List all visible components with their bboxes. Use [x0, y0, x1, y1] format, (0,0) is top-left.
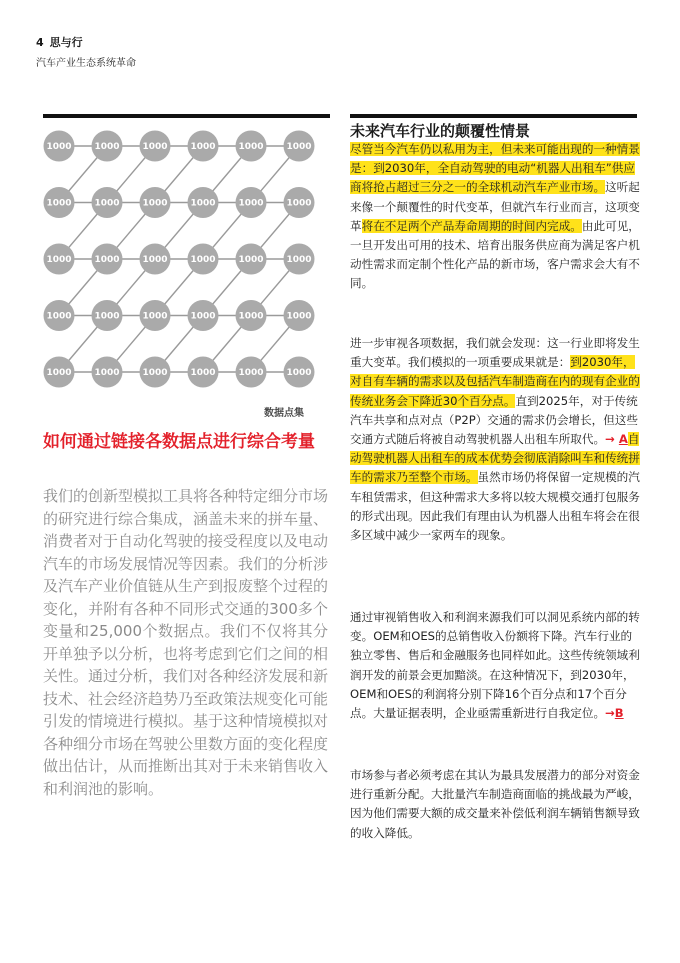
- data-point-label: 1000: [190, 311, 216, 322]
- data-point-label: 1000: [142, 311, 168, 322]
- data-point-label: 1000: [238, 142, 264, 152]
- left-section-title: 如何通过链接各数据点进行综合考量: [43, 432, 315, 452]
- data-point-network-figure: [36, 124, 321, 394]
- data-point-label: 1000: [238, 255, 264, 265]
- publication-name: 思与行: [49, 36, 83, 49]
- left-section-body: 我们的创新型模拟工具将各种特定细分市场的研究进行综合集成，涵盖未来的拼车量、消费者对于自动化驾驶的接受程度以及电动汽车的市场发展情况等因素。我们的分析涉及汽车产业价值链从生产到报废整个过程的变化，并附有各种不同形式交通的300多个变量和25,000个数据点。我们不仅将其分开单独予以分析，也将考虑到它们之间的相关性。通过分析，我们对各种经济发展和新技术、社会经济趋势乃至政策法规变化可能引发的情境进行模拟。基于这种情境模拟对各种细分市场在驾驶公里数方面的变化程度做出估计，从而推断出其对于未来销售收入和利润池的影响。: [43, 487, 329, 798]
- data-point-label: 1000: [286, 255, 312, 265]
- figure-caption: 数据点集: [264, 408, 304, 419]
- highlight: 自动驾驶机器人出租车的成本优势会彻底消除叫车和传统拼车的需求乃至整个市场。: [350, 432, 640, 485]
- figure-b-link[interactable]: →B: [605, 706, 624, 721]
- network-svg: [36, 124, 321, 394]
- data-point-label: 1000: [190, 198, 216, 209]
- data-point-label: 1000: [190, 255, 216, 265]
- data-point-label: 1000: [286, 368, 312, 378]
- data-point-label: 1000: [238, 198, 264, 209]
- paragraph-3: 通过审视销售收入和利润来源我们可以洞见系统内部的转变。OEM和OES的总销售收入份额将下降。汽车行业的独立零售、售后和金融服务也同样如此。这些传统领域利润开发的前景会更加黯淡。在这种情况下，到2030年，OEM和OES的利润将分别下降16个百分点和17个百分点。大量证据表明，企业亟需重新进行自我定位。→B: [350, 610, 640, 721]
- highlight: 到2030年，对自有车辆的需求以及包括汽车制造商在内的现有企业的传统业务会下降近30个百分点。: [350, 355, 640, 408]
- left-column-rule: [43, 114, 330, 118]
- report-subtitle: 汽车产业生态系统革命: [36, 58, 136, 69]
- paragraph-2: 进一步审视各项数据，我们就会发现：这一行业即将发生重大变革。我们模拟的一项重要成果就是：到2030年，对自有车辆的需求以及包括汽车制造商在内的现有企业的传统业务会下降近30个百分点。直到2025年，对于传统汽车共享和点对点（P2P）交通的需求仍会增长，但这些交通方式随后将被自动驾驶机器人出租车所取代。→ A自动驾驶机器人出租车的成本优势会彻底消除叫车和传统拼车的需求乃至整个市场。虽然市场仍将保留一定规模的汽车租赁需求，但这种需求大多将以较大规模交通打包服务的形式出现。因此我们有理由认为机器人出租车将会在很多区域中减少一家两车的现象。: [350, 336, 640, 543]
- data-point-label: 1000: [190, 368, 216, 378]
- data-point-label: 1000: [286, 311, 312, 322]
- data-point-label: 1000: [46, 142, 72, 152]
- highlight: 尽管当今汽车仍以私用为主，但未来可能出现的一种情景是：到2030年，全自动驾驶的电动“机器人出租车”供应商将抢占超过三分之一的全球机动汽车产业市场。: [350, 142, 640, 195]
- data-point-label: 1000: [46, 198, 72, 209]
- data-point-label: 1000: [94, 255, 120, 265]
- right-column-rule: [350, 114, 637, 118]
- highlight: 将在不足两个产品寿命周期的时间内完成。: [361, 218, 582, 233]
- data-point-label: 1000: [238, 311, 264, 322]
- paragraph-4: 市场参与者必须考虑在其认为最具发展潜力的部分对资金进行重新分配。大批量汽车制造商面临的挑战最为严峻，因为他们需要大额的成交量来补偿低利润车辆销售额导致的收入降低。: [350, 768, 640, 840]
- page-header: [36, 34, 136, 69]
- paragraph-1: 尽管当今汽车仍以私用为主，但未来可能出现的一种情景是：到2030年，全自动驾驶的电动“机器人出租车”供应商将抢占超过三分之一的全球机动汽车产业市场。这听起来像一个颠覆性的时代变革，但就汽车行业而言，这项变革将在不足两个产品寿命周期的时间内完成。由此可见，一旦开发出可用的技术、培育出服务供应商为满足客户机动性需求而定制个性化产品的新市场，客户需求会大有不同。: [350, 142, 640, 291]
- data-point-label: 1000: [286, 198, 312, 209]
- data-point-label: 1000: [46, 368, 72, 378]
- data-point-label: 1000: [238, 368, 264, 378]
- data-point-label: 1000: [94, 142, 120, 152]
- data-point-label: 1000: [94, 311, 120, 322]
- data-point-label: 1000: [94, 198, 120, 209]
- data-point-label: 1000: [46, 311, 72, 322]
- data-point-label: 1000: [142, 255, 168, 265]
- data-point-label: 1000: [46, 255, 72, 265]
- page-number: 4: [36, 36, 44, 49]
- data-point-label: 1000: [142, 198, 168, 209]
- figure-a-link[interactable]: → A: [605, 432, 628, 447]
- right-section-title: 未来汽车行业的颠覆性情景: [350, 122, 531, 140]
- data-point-label: 1000: [94, 368, 120, 378]
- data-point-label: 1000: [142, 368, 168, 378]
- data-point-label: 1000: [286, 142, 312, 152]
- data-point-label: 1000: [190, 142, 216, 152]
- data-point-label: 1000: [142, 142, 168, 152]
